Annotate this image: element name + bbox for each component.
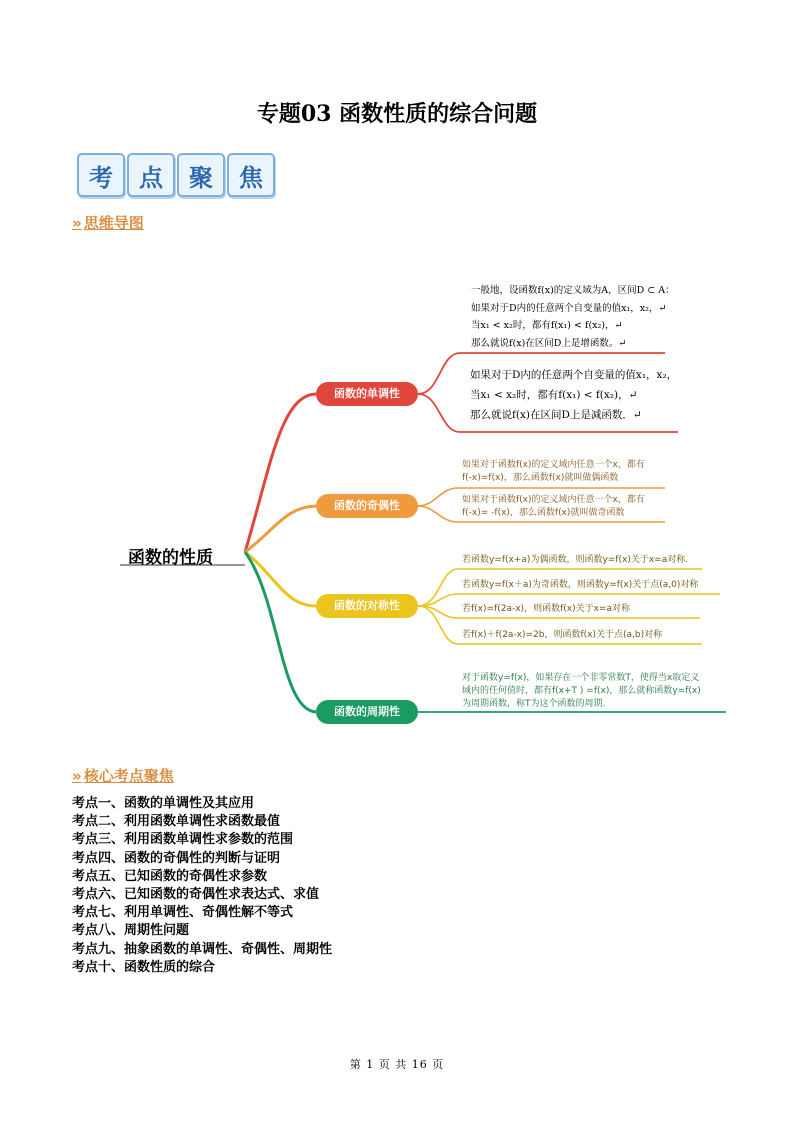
note-line: 如果对于D内的任意两个自变量的值x₁，x₂，↵ [471, 302, 667, 314]
badge-char: 聚 [177, 153, 225, 197]
section-core-points-label: 核心考点聚焦 [83, 767, 174, 785]
note-line: 一般地，设函数f(x)的定义域为A，区间D ⊂ A： [471, 285, 675, 296]
section-core-points-heading [72, 765, 174, 786]
note-symmetry-3: 若f(x)=f(2a-x)，则函数f(x)关于x=a对称 [462, 604, 630, 614]
page-title: 专题03 函数性质的综合问题 [256, 101, 538, 127]
list-item: 考点十、函数性质的综合 [72, 959, 216, 975]
note-line: 那么就说f(x)在区间D上是减函数．↵ [470, 409, 642, 421]
note-line: 对于函数y=f(x)，如果存在一个非零常数T，使得当x取定义 [462, 673, 700, 683]
note-odd [462, 494, 645, 520]
note-symmetry-4: 若f(x)＋f(2a-x)=2b，则函数f(x)关于点(a,b)对称 [462, 630, 663, 640]
branch-line-monotonic [245, 394, 316, 552]
note-periodicity [462, 672, 701, 711]
badge-char: 考 [77, 153, 125, 197]
note-decreasing [470, 365, 677, 425]
note-line: 当x₁ < x₂时，都有f(x₁) < f(x₂)，↵ [471, 320, 623, 331]
badge-char: 点 [127, 153, 175, 197]
list-item: 考点九、抽象函数的单调性、奇偶性、周期性 [72, 941, 333, 957]
branch-line-symmetry [245, 552, 316, 606]
list-item: 考点六、已知函数的奇偶性求表达式、求值 [72, 887, 320, 903]
key-points-list [72, 795, 332, 977]
note-line: 如果对于函数f(x)的定义域内任意一个x，都有 [462, 460, 645, 470]
node-periodicity: 函数的周期性 [316, 700, 418, 724]
note-increasing [471, 282, 675, 352]
list-item: 考点三、利用函数单调性求参数的范围 [72, 832, 294, 848]
note-line: 域内的任何值时，都有f(x+T ) =f(x)，那么就称函数y=f(x) [462, 686, 701, 696]
note-line: f(-x)= -f(x)，那么函数f(x)就叫做奇函数 [462, 508, 625, 518]
note-symmetry-1: 若函数y=f(x+a)为偶函数，则函数y=f(x)关于x=a对称． [462, 555, 695, 565]
badge-char: 焦 [227, 153, 275, 197]
list-item: 考点二、利用函数单调性求函数最值 [72, 814, 281, 830]
node-symmetry: 函数的对称性 [316, 594, 418, 618]
note-line: f(-x)=f(x)，那么函数f(x)就叫做偶函数 [462, 473, 619, 483]
list-item: 考点一、函数的单调性及其应用 [72, 796, 255, 811]
branch-line-period [245, 552, 316, 712]
note-line: 如果对于D内的任意两个自变量的值x₁，x₂， [470, 369, 678, 381]
double-chevron-icon: » [72, 214, 82, 232]
double-chevron-icon: » [72, 767, 82, 785]
note-line: 如果对于函数f(x)的定义域内任意一个x，都有 [462, 495, 645, 505]
list-item: 考点七、利用单调性、奇偶性解不等式 [72, 905, 294, 921]
node-monotonicity: 函数的单调性 [316, 382, 418, 406]
note-line: 为周期函数，称T为这个函数的周期. [462, 699, 606, 709]
list-item: 考点五、已知函数的奇偶性求参数 [72, 868, 268, 884]
page-footer: 第 1 页 共 16 页 [349, 1058, 445, 1071]
mindmap-root: 函数的性质 [128, 548, 213, 568]
list-item: 考点四、函数的奇偶性的判断与证明 [72, 850, 281, 866]
note-line: 当x₁ < x₂时，都有f(x₁) < f(x₂)，↵ [470, 389, 638, 401]
list-item: 考点八、周期性问题 [72, 923, 190, 939]
note-even [462, 459, 645, 485]
note-symmetry-2: 若函数y=f(x＋a)为奇函数，则函数y=f(x)关于点(a,0)对称 [462, 580, 699, 590]
node-parity: 函数的奇偶性 [316, 494, 418, 518]
note-line: 那么就说f(x)在区间D上是增函数。↵ [471, 337, 627, 349]
section-mindmap-label: 思维导图 [83, 214, 144, 232]
